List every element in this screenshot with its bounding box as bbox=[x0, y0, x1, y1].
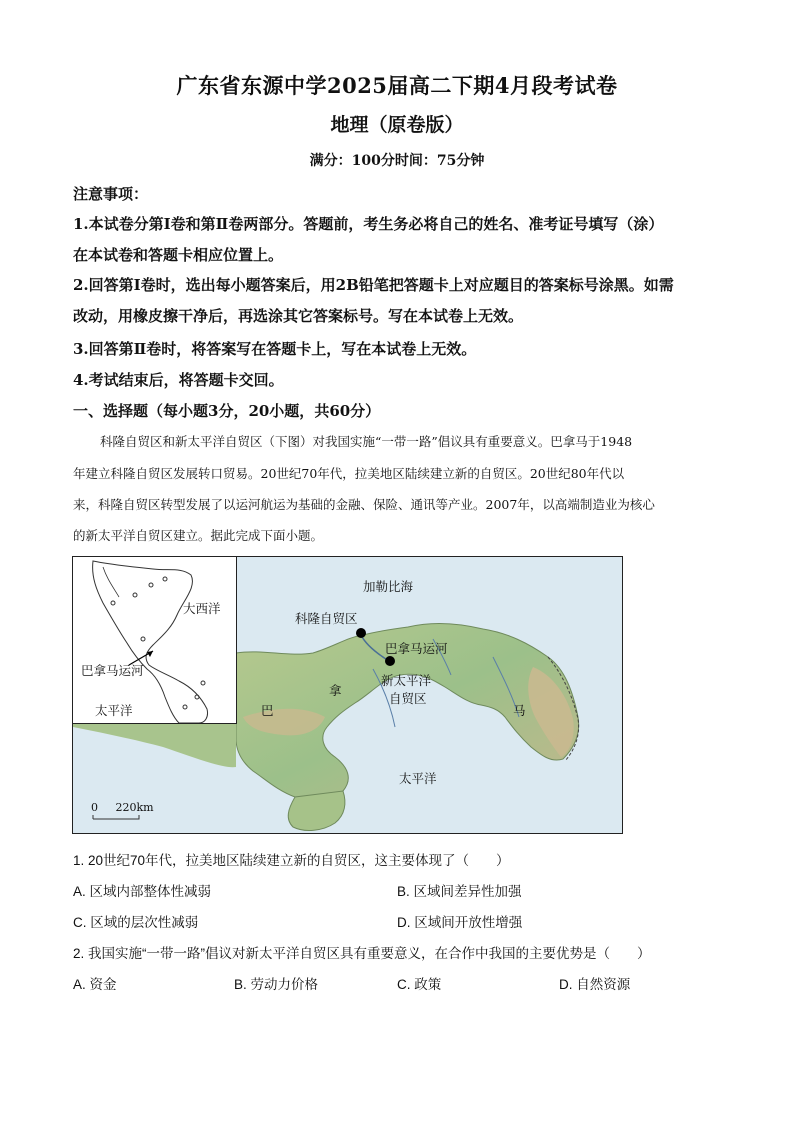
notice-item: 4.考试结束后，将答题卡交回。 bbox=[73, 371, 284, 389]
question-2-stem: 2. 我国实施“一带一路”倡议对新太平洋自贸区具有重要意义，在合作中我国的主要优势是（ ） bbox=[73, 946, 651, 961]
new-pacific-label-2: 自贸区 bbox=[389, 691, 427, 706]
notice-item: 改动，用橡皮擦干净后，再选涂其它答案标号。写在本试卷上无效。 bbox=[73, 307, 524, 325]
colon-ftz-point bbox=[356, 628, 366, 638]
pacific-label: 太平洋 bbox=[399, 771, 437, 786]
inset-pacific-label: 太平洋 bbox=[95, 703, 133, 718]
canal-label: 巴拿马运河 bbox=[385, 641, 448, 656]
scale-zero: 0 bbox=[91, 801, 98, 814]
notice-item: 在本试卷和答题卡相应位置上。 bbox=[73, 246, 284, 264]
intro-line: 科隆自贸区和新太平洋自贸区（下图）对我国实施“一带一路”倡议具有重要意义。巴拿马于1948 bbox=[100, 434, 633, 449]
country-char-ma: 马 bbox=[513, 703, 526, 718]
inset-map bbox=[73, 557, 237, 724]
caribbean-label: 加勒比海 bbox=[363, 579, 414, 594]
question-2-option-b: B. 劳动力价格 bbox=[234, 977, 319, 992]
notice-item: 3.回答第Ⅱ卷时，将答案写在答题卡上，写在本试卷上无效。 bbox=[73, 340, 477, 358]
intro-line: 年建立科隆自贸区发展转口贸易。20世纪70年代，拉美地区陆续建立新的自贸区。20世纪80年代以 bbox=[73, 466, 625, 481]
question-1-stem: 1. 20世纪70年代，拉美地区陆续建立新的自贸区，这主要体现了（ ） bbox=[73, 853, 510, 868]
americas-inset bbox=[73, 557, 236, 723]
question-1-option-b: B. 区域间差异性加强 bbox=[397, 884, 522, 899]
section-heading: 一、选择题（每小题3分，20小题，共60分） bbox=[73, 402, 381, 420]
panama-map bbox=[72, 556, 623, 834]
intro-line: 来，科隆自贸区转型发展了以运河航运为基础的金融、保险、通讯等产业。2007年，以高端制造业为核心 bbox=[73, 497, 655, 512]
new-pacific-label: 新太平洋 bbox=[381, 673, 432, 688]
notice-item: 1.本试卷分第Ⅰ卷和第Ⅱ卷两部分。答题前，考生务必将自己的姓名、准考证号填写（涂） bbox=[73, 215, 664, 233]
new-pacific-ftz-point bbox=[385, 656, 395, 666]
colon-ftz-label: 科隆自贸区 bbox=[295, 611, 358, 626]
scale-label bbox=[91, 801, 154, 814]
exam-title: 广东省东源中学2025届高二下期4月段考试卷 bbox=[176, 73, 618, 98]
score-time: 满分：100分时间：75分钟 bbox=[309, 153, 485, 169]
question-2-option-c: C. 政策 bbox=[397, 977, 442, 992]
question-1-option-c: C. 区域的层次性减弱 bbox=[73, 915, 199, 930]
question-1-option-d: D. 区域间开放性增强 bbox=[397, 915, 523, 930]
question-2-option-d: D. 自然资源 bbox=[559, 977, 631, 992]
country-char-na: 拿 bbox=[329, 683, 342, 698]
exam-subtitle: 地理（原卷版） bbox=[330, 114, 464, 136]
country-char-ba: 巴 bbox=[261, 703, 274, 718]
question-1-option-a: A. 区域内部整体性减弱 bbox=[73, 884, 212, 899]
notice-item: 2.回答第Ⅰ卷时，选出每小题答案后，用2B铅笔把答题卡上对应题目的答案标号涂黑。如需 bbox=[73, 276, 674, 294]
scale-distance: 220km bbox=[115, 801, 154, 814]
notice-heading: 注意事项： bbox=[73, 185, 149, 203]
inset-atlantic-label: 大西洋 bbox=[183, 601, 221, 616]
inset-canal-label: 巴拿马运河 bbox=[81, 663, 144, 678]
intro-line: 的新太平洋自贸区建立。据此完成下面小题。 bbox=[73, 528, 324, 543]
question-2-option-a: A. 资金 bbox=[73, 977, 117, 992]
